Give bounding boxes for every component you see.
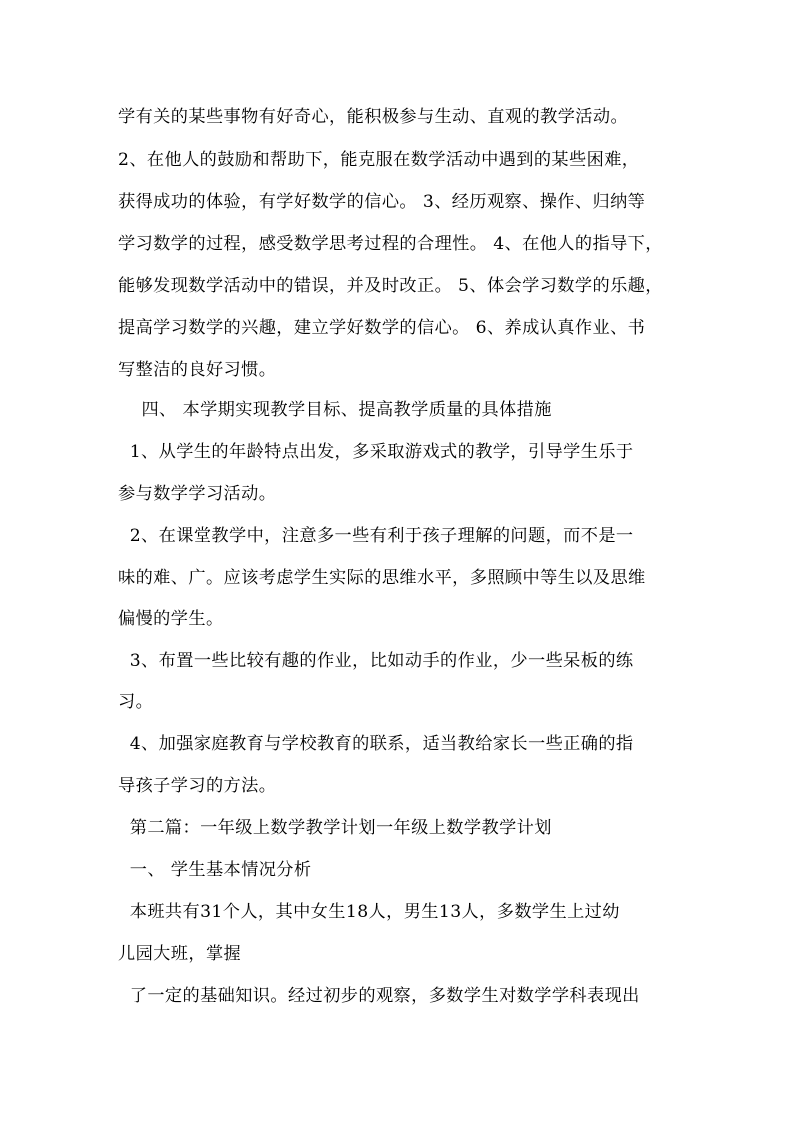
chapter-heading: 第二篇：一年级上数学教学计划一年级上数学教学计划 (118, 818, 552, 838)
text-line: 获得成功的体验，有学好数学的信心。 3、经历观察、操作、归纳等 (118, 192, 646, 212)
text-line: 味的难、广。应该考虑学生实际的思维水平，多照顾中等生以及思维 (118, 568, 646, 588)
text-line: 提高学习数学的兴趣，建立学好数学的信心。 6、养成认真作业、书 (118, 318, 646, 338)
text-line: 2、在他人的鼓励和帮助下，能克服在数学活动中遇到的某些困难， (118, 150, 640, 170)
section-heading: 四、 本学期实现教学目标、提高教学质量的具体措施 (118, 400, 552, 420)
text-line: 参与数学学习活动。 (118, 484, 277, 504)
text-line: 儿园大班，掌握 (118, 944, 242, 964)
text-line: 写整洁的良好习惯。 (118, 360, 277, 380)
text-line: 3、布置一些比较有趣的作业，比如动手的作业，少一些呆板的练 (118, 651, 634, 671)
text-line: 了一定的基础知识。经过初步的观察，多数学生对数学学科表现出 (118, 986, 640, 1006)
text-line: 学习数学的过程，感受数学思考过程的合理性。 4、在他人的指导下， (118, 234, 663, 254)
text-line: 导孩子学习的方法。 (118, 776, 277, 796)
text-line: 习。 (118, 692, 154, 712)
text-line: 偏慢的学生。 (118, 609, 224, 629)
text-line: 1、从学生的年龄特点出发，多采取游戏式的教学，引导学生乐于 (118, 442, 634, 462)
text-line: 学有关的某些事物有好奇心，能积极参与生动、直观的教学活动。 (118, 107, 629, 127)
text-line: 能够发现数学活动中的错误，并及时改正。 5、体会学习数学的乐趣， (118, 276, 663, 296)
text-line: 2、在课堂教学中，注意多一些有利于孩子理解的问题，而不是一 (118, 526, 634, 546)
text-line: 4、加强家庭教育与学校教育的联系，适当教给家长一些正确的指 (118, 734, 634, 754)
text-line: 本班共有31个人，其中女生18人，男生13人，多数学生上过幼 (118, 902, 620, 922)
section-heading: 一、 学生基本情况分析 (118, 860, 312, 880)
